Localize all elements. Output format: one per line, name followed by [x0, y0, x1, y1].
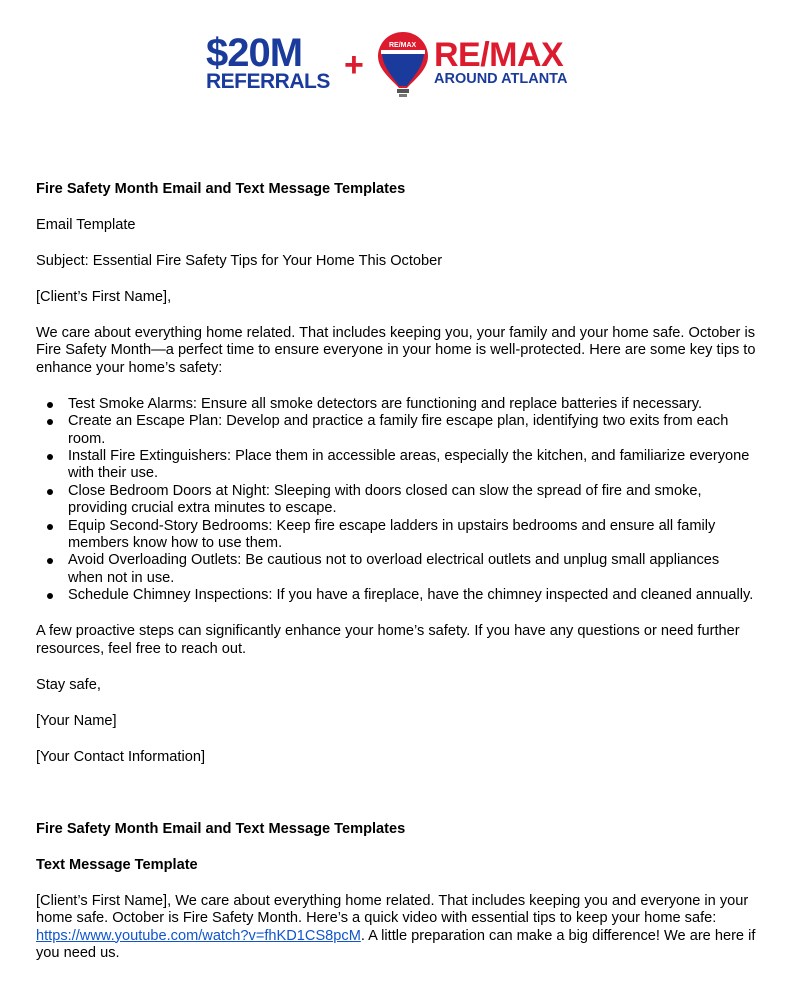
- email-signature-name: [Your Name]: [36, 712, 117, 729]
- list-item: [68, 518, 758, 553]
- email-template-label: Email Template: [36, 217, 136, 233]
- video-link[interactable]: https://www.youtube.com/watch?v=fhKD1CS8pcM: [36, 927, 361, 944]
- section-spacer: [36, 785, 758, 821]
- text-section-title: Fire Safety Month Email and Text Message Templates: [36, 820, 406, 837]
- list-item: [68, 483, 758, 518]
- logo-brand: RE/MAX: [433, 36, 563, 74]
- email-signature-contact: [Your Contact Information]: [36, 748, 206, 765]
- tip-text: Test Smoke Alarms: Ensure all smoke detectors are functioning and replace batteries if necessary.: [68, 395, 703, 412]
- text-message-body-start: [Client’s First Name], We care about everything home related. That includes keeping you and everyone in your home safe. October is Fire Safety Month. Here’s a quick video with essential tips to keep your home safe:: [36, 892, 749, 927]
- tip-text: Create an Escape Plan: Develop and practice a family fire escape plan, identifying two exits from each room.: [68, 413, 729, 447]
- logo-brand-sub: AROUND ATLANTA: [433, 71, 567, 87]
- logo-left-sub: REFERRALS: [205, 70, 330, 93]
- bullet-icon: [47, 558, 53, 564]
- list-item: [68, 552, 758, 587]
- email-signoff: Stay safe,: [36, 676, 101, 693]
- tip-text: Install Fire Extinguishers: Place them in accessible areas, especially the kitchen, and familiarize everyone with their use.: [68, 448, 750, 482]
- list-item: [68, 413, 758, 448]
- document-body: [36, 181, 758, 981]
- list-item: [68, 448, 758, 483]
- email-subject: Subject: Essential Fire Safety Tips for Your Home This October: [36, 253, 443, 269]
- list-item: [68, 396, 758, 413]
- bullet-icon: [47, 419, 53, 425]
- email-intro: We care about everything home related. That includes keeping you, your family and your home safe. October is Fire Safety Month—a perfect time to ensure everyone in your home is well-protected. Here are some key tips to enhance your home’s safety:: [36, 325, 756, 376]
- balloon-text: RE/MAX: [388, 42, 416, 49]
- list-item: [68, 587, 758, 604]
- bullet-icon: [47, 402, 53, 408]
- remax-referrals-logo: [194, 26, 594, 98]
- text-message-body-end: . A little preparation can make a big difference! We are here if you need us.: [36, 927, 756, 961]
- bullet-icon: [47, 593, 53, 599]
- text-template-label: Text Message Template: [36, 856, 198, 873]
- tip-text: Avoid Overloading Outlets: Be cautious not to overload electrical outlets and unplug small appliances when not in use.: [68, 552, 720, 586]
- bullet-icon: [47, 489, 53, 495]
- header-logo: [0, 26, 787, 98]
- bullet-icon: [47, 524, 53, 530]
- text-message-body: [36, 893, 758, 963]
- logo-left-big: $20M: [205, 31, 302, 75]
- email-closing-paragraph: A few proactive steps can significantly enhance your home’s safety. If you have any questions or need further resources, feel free to reach out.: [36, 623, 740, 657]
- logo-plus: +: [343, 46, 364, 84]
- tips-list: [36, 396, 758, 605]
- tip-text: Equip Second-Story Bedrooms: Keep fire escape ladders in upstairs bedrooms and ensure all family members know how to use them.: [68, 517, 716, 552]
- tip-text: Close Bedroom Doors at Night: Sleeping with doors closed can slow the spread of fire and smoke, providing crucial extra minutes to escape.: [68, 482, 702, 517]
- email-greeting: [Client’s First Name],: [36, 289, 172, 305]
- tip-text: Schedule Chimney Inspections: If you have a fireplace, have the chimney inspected and cleaned annually.: [68, 587, 754, 604]
- bullet-icon: [47, 454, 53, 460]
- email-section-title: Fire Safety Month Email and Text Message Templates: [36, 181, 406, 197]
